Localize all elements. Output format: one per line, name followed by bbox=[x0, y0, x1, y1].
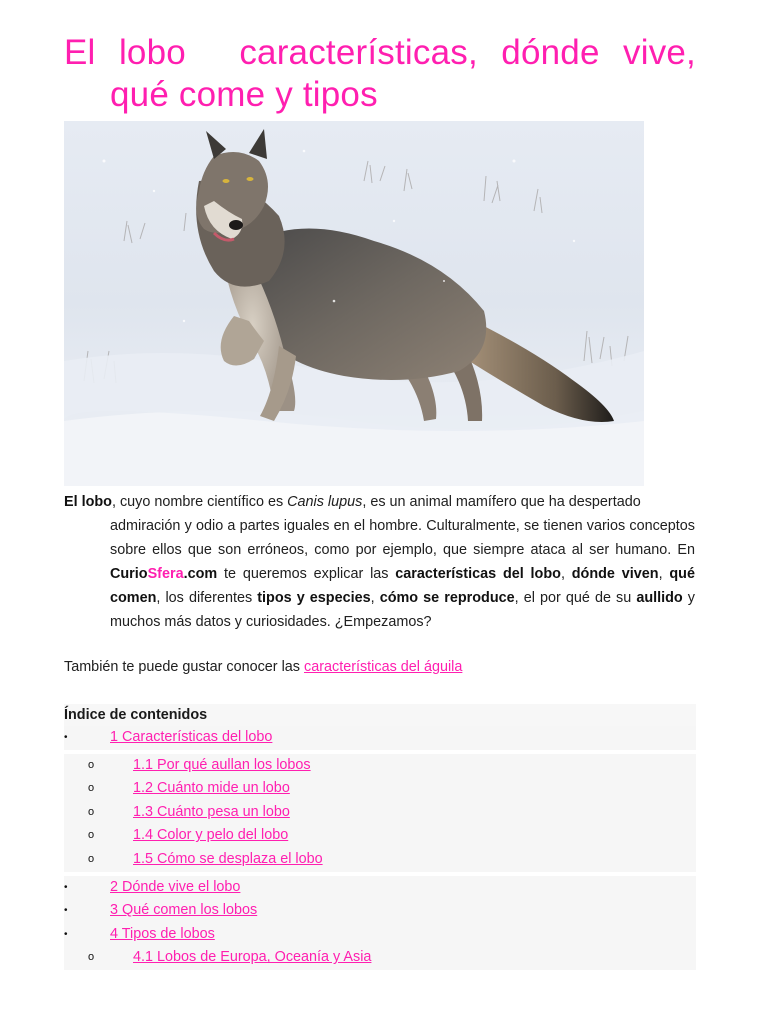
intro-text: , bbox=[658, 566, 670, 582]
toc-subgroup bbox=[64, 946, 696, 970]
toc-label: Lobos de Europa, Oceanía y Asia bbox=[153, 949, 372, 966]
brand-name bbox=[110, 566, 217, 582]
toc-link-color[interactable] bbox=[133, 824, 288, 848]
bullet-icon: • bbox=[64, 732, 68, 743]
toc-link-desplaza[interactable] bbox=[133, 848, 323, 872]
title-word: lobo bbox=[118, 33, 186, 72]
brand-part: Curio bbox=[110, 566, 148, 582]
toc-label: Cuánto pesa un lobo bbox=[153, 803, 290, 820]
toc-number: 1.3 bbox=[133, 803, 154, 820]
intro-bold: cómo se reproduce bbox=[379, 590, 515, 606]
toc-link-aullan[interactable] bbox=[133, 754, 311, 778]
toc-link-caracteristicas[interactable] bbox=[110, 726, 272, 750]
toc-number: 4 bbox=[110, 925, 119, 942]
toc-item bbox=[64, 899, 696, 923]
toc-link-mide[interactable] bbox=[133, 777, 290, 801]
toc-link-donde-vive[interactable] bbox=[110, 876, 240, 900]
circle-bullet-icon: o bbox=[88, 829, 95, 842]
intro-bold: qué comen bbox=[110, 566, 695, 606]
toc-title: Índice de contenidos bbox=[64, 704, 696, 726]
toc-number: 4.1 bbox=[133, 949, 154, 966]
circle-bullet-icon: o bbox=[88, 758, 95, 771]
bullet-icon: • bbox=[64, 881, 68, 893]
circle-bullet-icon: o bbox=[88, 782, 95, 795]
toc-number: 3 bbox=[110, 902, 119, 919]
intro-bold: tipos y especies bbox=[257, 590, 371, 606]
toc-item bbox=[64, 726, 696, 750]
circle-bullet-icon: o bbox=[88, 852, 95, 865]
intro-text: , es un animal mamífero que ha despertado bbox=[362, 494, 641, 510]
toc-number: 1.2 bbox=[133, 780, 154, 797]
toc-label: Color y pelo del lobo bbox=[153, 827, 289, 844]
circle-bullet-icon: o bbox=[88, 951, 95, 964]
intro-text: y muchos más datos y curiosidades. ¿Empezamos? bbox=[110, 590, 695, 630]
related-text: También te puede gustar conocer las bbox=[64, 659, 304, 675]
title-word: El bbox=[64, 33, 96, 72]
toc-label: Dónde vive el lobo bbox=[118, 878, 241, 895]
intro-bold: dónde viven bbox=[571, 566, 659, 582]
page-title bbox=[64, 32, 696, 116]
toc-number: 1.1 bbox=[133, 756, 154, 773]
title-line-2: qué come y tipos bbox=[110, 75, 378, 114]
toc-link-pesa[interactable] bbox=[133, 801, 290, 825]
title-word: características, bbox=[239, 33, 478, 72]
intro-paragraph bbox=[64, 490, 695, 634]
toc-subitem bbox=[64, 777, 696, 801]
title-line-1 bbox=[64, 32, 696, 74]
toc-group bbox=[64, 726, 696, 750]
table-of-contents bbox=[64, 704, 696, 970]
intro-text: , el por qué de su bbox=[514, 590, 637, 606]
intro-bold: aullido bbox=[636, 590, 683, 606]
toc-label: Cuánto mide un lobo bbox=[153, 780, 290, 797]
toc-label: Por qué aullan los lobos bbox=[153, 756, 311, 773]
toc-number: 1 bbox=[110, 729, 119, 745]
toc-number: 1.5 bbox=[133, 850, 154, 867]
toc-subitem bbox=[64, 946, 696, 970]
intro-bold-el-lobo: El lobo bbox=[64, 494, 112, 510]
related-link-aguila[interactable]: características del águila bbox=[304, 659, 463, 675]
scientific-name: Canis lupus bbox=[287, 494, 363, 510]
toc-link-tipos[interactable] bbox=[110, 923, 215, 947]
circle-bullet-icon: o bbox=[88, 805, 95, 818]
toc-item bbox=[64, 876, 696, 900]
intro-continuation bbox=[64, 514, 695, 634]
toc-subitem bbox=[64, 848, 696, 872]
intro-text: admiración y odio a partes iguales en el hombre. Culturalmente, se tienen varios conceptos sobre ellos que son erróneos, como por ejemplo, que siempre ataca al ser humano. En bbox=[110, 518, 695, 558]
toc-item bbox=[64, 923, 696, 947]
toc-number: 2 bbox=[110, 878, 119, 895]
toc-label: Características del lobo bbox=[118, 729, 273, 745]
toc-subgroup bbox=[64, 754, 696, 872]
toc-number: 1.4 bbox=[133, 827, 154, 844]
brand-part: .com bbox=[183, 566, 218, 582]
toc-link-europa-oceania-asia[interactable] bbox=[133, 946, 371, 970]
toc-label: Tipos de lobos bbox=[118, 925, 215, 942]
wolf-in-snow-icon bbox=[64, 121, 644, 486]
toc-subitem bbox=[64, 801, 696, 825]
intro-text: te queremos explicar las bbox=[217, 566, 396, 582]
toc-subitem bbox=[64, 754, 696, 778]
toc-label: Cómo se desplaza el lobo bbox=[153, 850, 323, 867]
intro-text: , bbox=[560, 566, 572, 582]
toc-link-que-comen[interactable] bbox=[110, 899, 257, 923]
intro-text: , los diferentes bbox=[156, 590, 258, 606]
title-word: vive, bbox=[623, 33, 696, 72]
intro-text: , bbox=[370, 590, 380, 606]
toc-label: Qué comen los lobos bbox=[118, 902, 258, 919]
bullet-icon: • bbox=[64, 928, 68, 940]
toc-subitem bbox=[64, 824, 696, 848]
toc-group bbox=[64, 876, 696, 947]
bullet-icon: • bbox=[64, 905, 68, 917]
related-article bbox=[64, 656, 462, 678]
title-word: dónde bbox=[501, 33, 600, 72]
intro-text: , cuyo nombre científico es bbox=[111, 494, 288, 510]
hero-image bbox=[64, 121, 644, 486]
brand-part-accent: Sfera bbox=[147, 566, 184, 582]
intro-bold: características del lobo bbox=[395, 566, 561, 582]
